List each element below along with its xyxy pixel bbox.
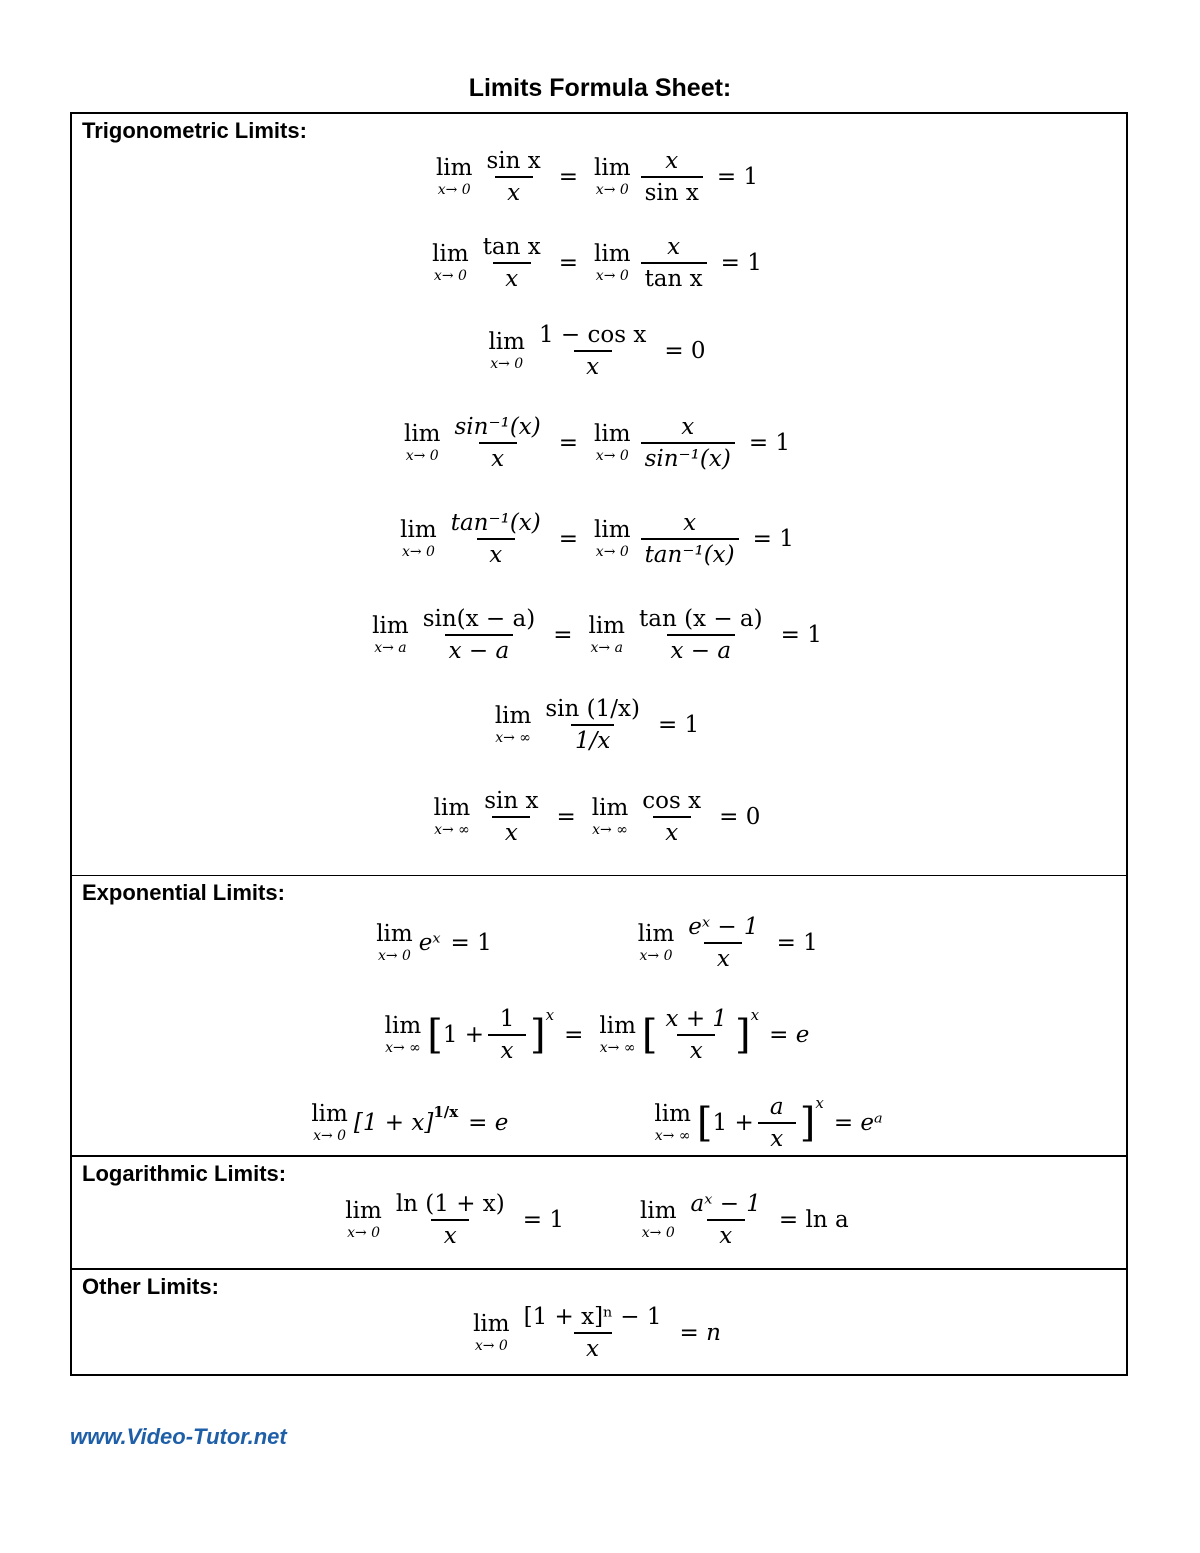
formula-other: lim x→ 0 $\frac{\text{[1 + x]ⁿ − 1}}{x}$ = n xyxy=(473,1304,721,1363)
formula-e-power: lim x→ 0 [1 + x] $^{1/x}$ = e lim x→ ∞ [ 1 + $\frac{a}{x}$ ] $^x$ = eᵃ xyxy=(311,1094,883,1153)
formula-sin-1x: lim x→ ∞ $\frac{\sin (1/x)}{1/x}$ = 1 xyxy=(494,696,700,755)
log-section xyxy=(72,1157,1126,1270)
exp-heading: Exponential Limits: xyxy=(82,880,285,905)
formula-sin-xa: lim x→ a $\frac{\sin(x - a)}{x - a}$ = lim x→ a $\frac{\tan (x - a)}{x - a}$ = 1 xyxy=(372,606,822,665)
formula-e-limit: lim x→ ∞ [ 1 + $\frac{1}{x}$ ] $^x$ = lim x→ ∞ [ $\frac{x + 1}{x}$ ] $^x$ = e xyxy=(384,1006,810,1065)
formula-atan: lim x→ 0 $\frac{\text{tan⁻¹(x)}}{x}$ = lim x→ 0 $\frac{x}{\text{tan⁻¹(x)}}$ = 1 xyxy=(400,510,794,569)
website-link[interactable]: www.Video-Tutor.net xyxy=(70,1424,287,1449)
log-heading: Logarithmic Limits: xyxy=(82,1161,287,1186)
other-section xyxy=(72,1270,1126,1374)
formula-log: lim x→ 0 $\frac{\ln (1 + x)}{x}$ = 1 lim x→ 0 $\frac{\text{aˣ − 1}}{x}$ = ln a xyxy=(345,1191,849,1250)
formula-table xyxy=(70,112,1128,1376)
trig-heading: Trigonometric Limits: xyxy=(82,118,307,143)
formula-tanx: lim x→ 0 $\frac{\text{tan x}}{x}$ = lim x→ 0 $\frac{x}{\text{tan x}}$ = 1 xyxy=(432,234,762,293)
formula-ex: lim x→ 0 eˣ = 1 lim x→ 0 $\frac{\text{eˣ − 1}}{x}$ = 1 xyxy=(376,914,818,973)
other-heading: Other Limits: xyxy=(82,1274,219,1299)
formula-asin: lim x→ 0 $\frac{\text{sin⁻¹(x)}}{x}$ = lim x→ 0 $\frac{x}{\text{sin⁻¹(x)}}$ = 1 xyxy=(403,414,791,473)
page-title: Limits Formula Sheet: xyxy=(468,74,732,102)
trig-section xyxy=(72,114,1126,876)
formula-sinx: lim x→ 0 $\frac{\text{sin x}}{x}$ = lim x→ 0 $\frac{x}{\text{sin x}}$ = 1 xyxy=(435,148,759,207)
exp-section xyxy=(72,876,1126,1157)
formula-cosx: lim x→ 0 $\frac{\text{1 − cos x}}{x}$ = 0 xyxy=(488,322,706,381)
formula-sinx-inf: lim x→ ∞ $\frac{\text{sin x}}{x}$ = lim x→ ∞ $\frac{\text{cos x}}{x}$ = 0 xyxy=(433,788,761,847)
